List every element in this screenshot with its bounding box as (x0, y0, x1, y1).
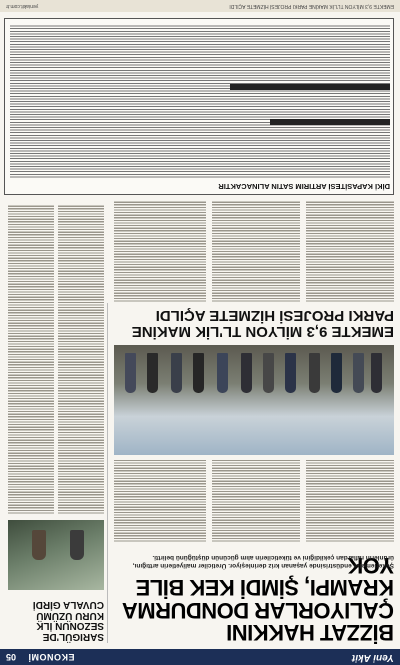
section-label: EKONOMİ (28, 652, 75, 662)
person-figure (193, 353, 204, 393)
announcement-body (10, 24, 390, 179)
person-figure (32, 530, 46, 560)
announcement-bold-line (230, 84, 390, 90)
main-column-2 (212, 459, 300, 543)
person-figure (241, 353, 252, 393)
crowd-illustration (114, 345, 394, 405)
person-figure (217, 353, 228, 393)
person-figure (309, 353, 320, 393)
main-headline: BİZZAT HAKKINI ÇALIYORLAR DONDURMA KRAMPI, ŞİMDİ KEK BİLE YOK (123, 552, 394, 645)
sidebar-column-1 (58, 205, 104, 515)
person-figure (371, 353, 382, 393)
sidebar-column-2 (8, 205, 54, 515)
second-column-2 (212, 201, 300, 303)
person-figure (70, 530, 84, 560)
footer-right-text: yeniakit.com.tr (6, 3, 39, 9)
announcement-bold-line (270, 119, 390, 125)
person-figure (331, 353, 342, 393)
masthead-bar (0, 649, 400, 665)
person-figure (285, 353, 296, 393)
brand-logo: Yeni Akit (351, 652, 394, 663)
footer-left-text: EMEKTE 9,3 MİLYON TL'LİK MAKİNE PARKI PROJESİ HİZMETE AÇILDI (229, 3, 394, 9)
footer-bar (0, 0, 400, 12)
story-photo (114, 345, 394, 455)
main-column-1 (306, 459, 394, 543)
person-figure (263, 353, 274, 393)
main-column-3 (114, 459, 206, 543)
page-number: 05 (6, 652, 17, 662)
second-column-1 (306, 201, 394, 303)
person-figure (353, 353, 364, 393)
second-headline: EMEKTE 9,3 MİLYON TL'LİK MAKİNE PARKI PROJESİ HİZMETE AÇILDI (131, 307, 394, 340)
sidebar-photo (8, 520, 104, 590)
announcement-title: DİKİ KAPASİTESİ ARTIRIM SATIN ALINACAKTIR (218, 182, 390, 191)
person-figure (125, 353, 136, 393)
sidebar-headline: SARIGÜL'DE SEZONUN İLK KURU ÜZÜMÜ CUVALA GİRDİ (32, 599, 104, 642)
person-figure (171, 353, 182, 393)
person-figure (147, 353, 158, 393)
second-column-3 (114, 201, 206, 303)
main-subhead: Şekerlemeler endüstrisinde yaşanan kriz derinleşiyor. Üreticiler maliyetlerin arttığını, ürünlerin raflardan çekildiğini ve tüketicilerin alım gücünün düştüğünü belirtti. (132, 553, 394, 569)
